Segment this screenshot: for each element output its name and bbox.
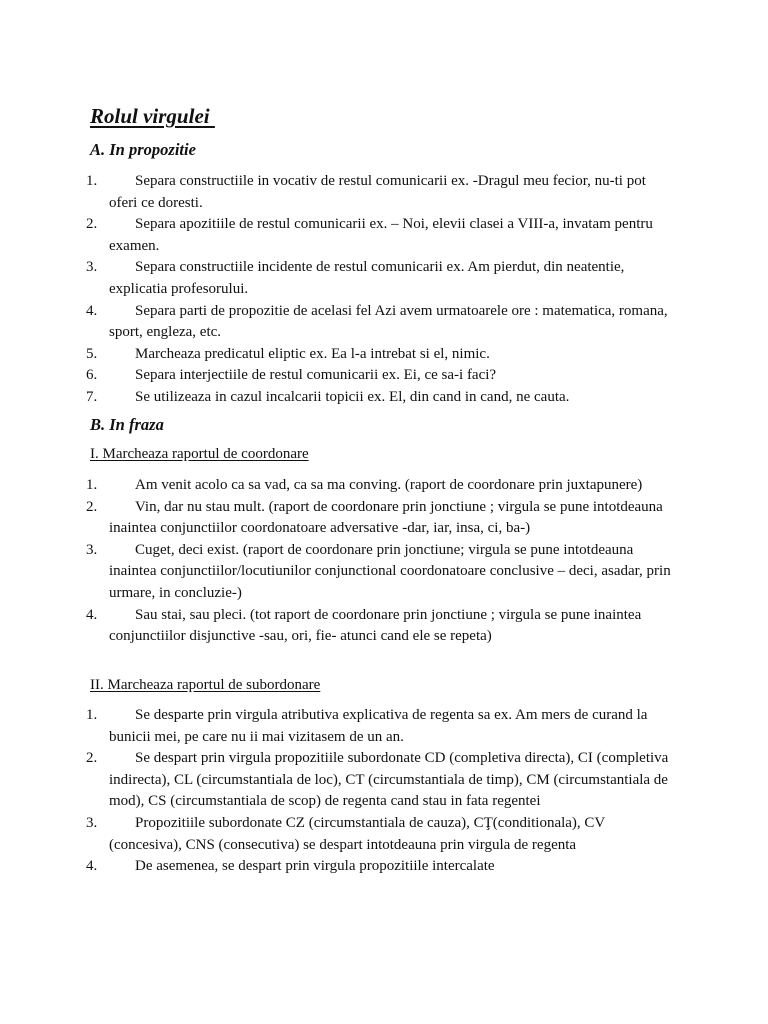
- list-item: [0, 301, 768, 344]
- list-item-text: Sau stai, sau pleci. (tot raport de coordonare prin jonctiune ; virgula se pune inaintea conjunctiilor disjunctive -sau, ori, fie- atunci cand ele se repeta): [109, 606, 642, 645]
- list-item-text: Am venit acolo ca sa vad, ca sa ma conving. (raport de coordonare prin juxtapunere): [135, 477, 643, 493]
- list-item: [0, 540, 768, 605]
- list-item-number: 5.: [86, 345, 98, 362]
- subordination-list: [0, 705, 768, 878]
- list-item-text: Cuget, deci exist. (raport de coordonare prin jonctiune; virgula se pune intotdeauna inaintea conjunctiilor/locutiunilor conjunctional coordonatoare conclusive – deci, asadar, prin urmare, in concluzie-): [109, 541, 671, 601]
- list-item: [0, 856, 768, 878]
- list-item-number: 4.: [86, 606, 98, 623]
- list-item: [0, 387, 768, 409]
- list-item: [0, 705, 768, 748]
- section-a-heading: A. In propozitie: [90, 140, 196, 159]
- list-item-text: Separa apozitiile de restul comunicarii ex. – Noi, elevii clasei a VIII-a, invatam pentru examen.: [109, 216, 653, 254]
- section-a-list: [0, 171, 768, 409]
- coordination-heading: I. Marcheaza raportul de coordonare: [90, 446, 309, 462]
- list-item-number: 3.: [86, 541, 98, 558]
- coordination-list: [0, 475, 768, 648]
- list-item: [0, 497, 768, 540]
- list-item-text: Marcheaza predicatul eliptic ex. Ea l-a intrebat si el, nimic.: [135, 345, 490, 362]
- list-item-number: 3.: [86, 259, 98, 276]
- list-item-number: 2.: [86, 750, 98, 767]
- list-item-number: 1.: [86, 173, 98, 189]
- subordination-heading: II. Marcheaza raportul de subordonare: [90, 677, 321, 693]
- list-item-number: 2.: [86, 216, 98, 233]
- list-item-number: 2.: [86, 498, 98, 515]
- list-item-number: 1.: [86, 477, 98, 493]
- section-b-heading: B. In fraza: [90, 415, 164, 434]
- list-item-text: Separa parti de propozitie de acelasi fel Azi avem urmatoarele ore : matematica, romana, sport, engleza, etc.: [109, 302, 668, 341]
- list-item: [0, 171, 768, 214]
- list-item: [0, 214, 768, 257]
- list-item-number: 1.: [86, 707, 98, 723]
- list-item-text: Separa constructiile in vocativ de restul comunicarii ex. -Dragul meu fecior, nu-ti pot oferi ce doresti.: [109, 173, 646, 211]
- list-item-number: 3.: [86, 814, 98, 831]
- list-item-text: Vin, dar nu stau mult. (raport de coordonare prin jonctiune ; virgula se pune intotdeauna inaintea conjunctiilor coordonatoare adversative -dar, iar, insa, ci, ba-): [109, 498, 663, 537]
- list-item-text: Se despart prin virgula propozitiile subordonate CD (completiva directa), CI (completiva indirecta), CL (circumstantiala de loc), CT (circumstantiala de timp), CM (circumstantiala de mod), CS (circumstantiala de scop) de regenta cand stau in fata regentei: [109, 750, 669, 810]
- list-item-text: Separa constructiile incidente de restul comunicarii ex. Am pierdut, din neatentie, explicatia profesorului.: [109, 259, 625, 297]
- list-item: [0, 475, 768, 497]
- list-item: [0, 365, 768, 387]
- list-item-text: Propozitiile subordonate CZ (circumstantiala de cauza), CŢ(conditionala), CV (concesiva), CNS (consecutiva) se despart intotdeauna prin virgula de regenta: [109, 814, 605, 853]
- list-item-number: 6.: [86, 367, 98, 384]
- list-item: [0, 344, 768, 366]
- document-title: Rolul virgulei: [90, 104, 215, 128]
- list-item-number: 7.: [86, 388, 98, 405]
- list-item-text: Se utilizeaza in cazul incalcarii topicii ex. El, din cand in cand, ne cauta.: [135, 388, 570, 405]
- list-item-number: 4.: [86, 302, 98, 319]
- list-item-number: 4.: [86, 858, 98, 875]
- list-item: [0, 748, 768, 813]
- list-item: [0, 257, 768, 300]
- list-item-text: Separa interjectiile de restul comunicarii ex. Ei, ce sa-i faci?: [135, 367, 497, 384]
- list-item: [0, 605, 768, 648]
- list-item-text: Se desparte prin virgula atributiva explicativa de regenta sa ex. Am mers de curand la bunicii mei, pe care nu ii mai vizitasem de un an.: [109, 707, 648, 745]
- list-item-text: De asemenea, se despart prin virgula propozitiile intercalate: [135, 858, 495, 875]
- list-item: [0, 813, 768, 856]
